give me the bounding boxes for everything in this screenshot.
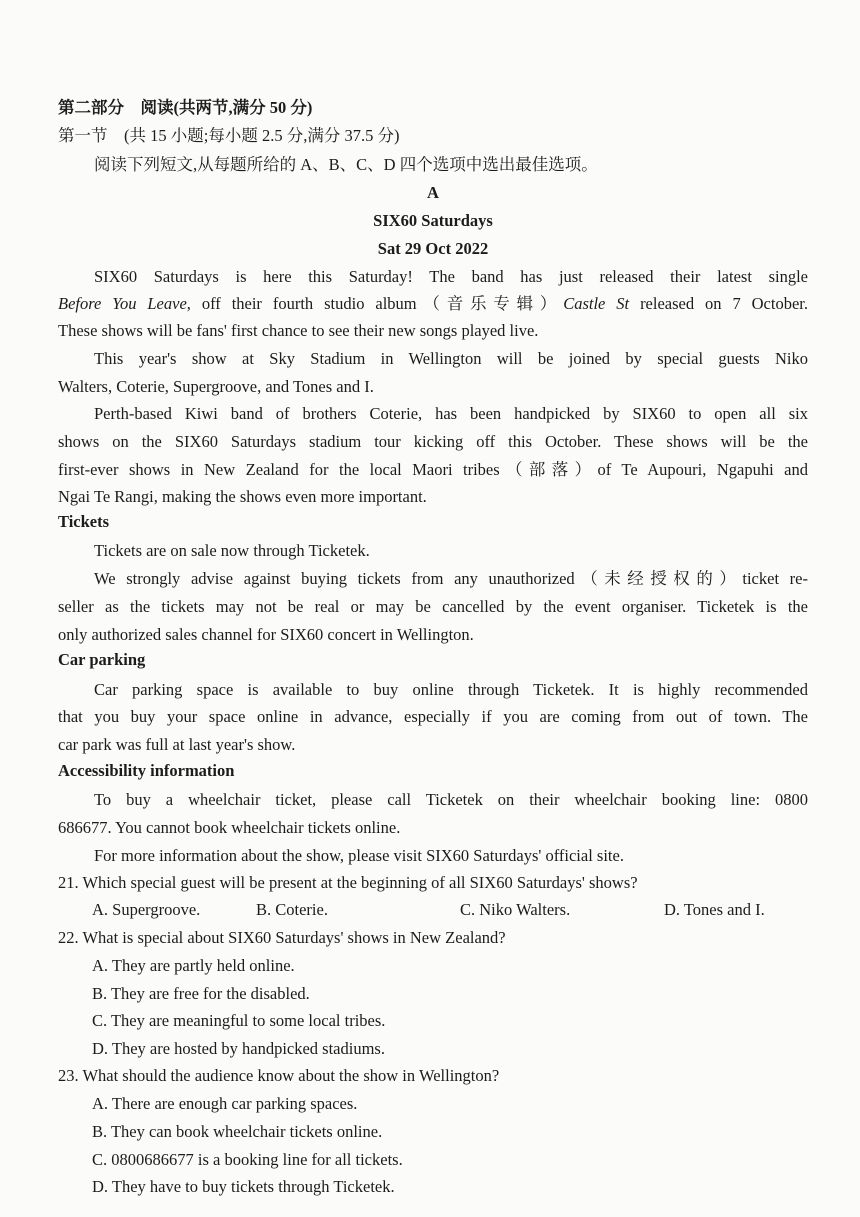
paragraph-line: Ngai Te Rangi, making the shows even more important.	[58, 487, 427, 506]
paragraph-line: Before You Leave, off their fourth studio album（音乐专辑）Castle St released on 7 October.	[58, 294, 808, 313]
part-heading: 第二部分 阅读(共两节,满分 50 分)	[58, 98, 313, 117]
paragraph-line: These shows will be fans' first chance to see their new songs played live.	[58, 321, 539, 340]
option-a[interactable]: A. They are partly held online.	[92, 956, 295, 975]
paragraph-line: To buy a wheelchair ticket, please call Ticketek on their wheelchair booking line: 0800	[94, 790, 808, 809]
question-stem: 23. What should the audience know about the show in Wellington?	[58, 1066, 500, 1085]
passage-date: Sat 29 Oct 2022	[377, 239, 489, 258]
paragraph-line: Perth-based Kiwi band of brothers Coterie, has been handpicked by SIX60 to open all six	[94, 404, 808, 423]
option-c[interactable]: C. Niko Walters.	[460, 900, 571, 919]
option-b[interactable]: B. Coterie.	[256, 900, 328, 919]
paragraph-line: only authorized sales channel for SIX60 concert in Wellington.	[58, 625, 474, 644]
option-d[interactable]: D. They are hosted by handpicked stadiums.	[92, 1039, 385, 1058]
paragraph-line: This year's show at Sky Stadium in Wellington will be joined by special guests Niko	[94, 349, 808, 368]
question-stem: 22. What is special about SIX60 Saturdays' shows in New Zealand?	[58, 928, 506, 947]
paragraph-line: For more information about the show, please visit SIX60 Saturdays' official site.	[94, 846, 624, 865]
paragraph-line: that you buy your space online in advance, especially if you are coming from out of town. The	[58, 707, 808, 726]
paragraph-line: 686677. You cannot book wheelchair tickets online.	[58, 818, 401, 837]
paragraph-line: SIX60 Saturdays is here this Saturday! The band has just released their latest single	[94, 267, 808, 286]
paragraph-line: first-ever shows in New Zealand for the local Maori tribes（部落）of Te Aupouri, Ngapuhi and	[58, 460, 808, 479]
option-c[interactable]: C. They are meaningful to some local tribes.	[92, 1011, 386, 1030]
paragraph-line: shows on the SIX60 Saturdays stadium tour kicking off this October. These shows will be the	[58, 432, 808, 451]
passage-title: SIX60 Saturdays	[373, 211, 493, 230]
option-b[interactable]: B. They are free for the disabled.	[92, 984, 310, 1003]
option-a[interactable]: A. There are enough car parking spaces.	[92, 1094, 358, 1113]
option-d[interactable]: D. They have to buy tickets through Ticketek.	[92, 1177, 395, 1196]
tickets-heading: Tickets	[58, 512, 110, 531]
passage-letter: A	[427, 183, 439, 202]
section-heading: 第一节 (共 15 小题;每小题 2.5 分,满分 37.5 分)	[58, 126, 400, 145]
option-b[interactable]: B. They can book wheelchair tickets online.	[92, 1122, 383, 1141]
option-d[interactable]: D. Tones and I.	[664, 900, 765, 919]
question-stem: 21. Which special guest will be present at the beginning of all SIX60 Saturdays' shows?	[58, 873, 638, 892]
parking-heading: Car parking	[58, 650, 146, 669]
option-c[interactable]: C. 0800686677 is a booking line for all tickets.	[92, 1150, 403, 1169]
instruction: 阅读下列短文,从每题所给的 A、B、C、D 四个选项中选出最佳选项。	[94, 155, 598, 174]
accessibility-heading: Accessibility information	[58, 761, 235, 780]
paragraph-line: Car parking space is available to buy online through Ticketek. It is highly recommended	[94, 680, 808, 699]
option-a[interactable]: A. Supergroove.	[92, 900, 201, 919]
single-title: Before You Leave	[58, 294, 187, 313]
paragraph-line: Tickets are on sale now through Ticketek.	[94, 541, 370, 560]
paragraph-line: seller as the tickets may not be real or may be cancelled by the event organiser. Ticketek is the	[58, 597, 808, 616]
paragraph-line: We strongly advise against buying tickets from any unauthorized（未经授权的）ticket re-	[94, 569, 808, 588]
paragraph-line: Walters, Coterie, Supergroove, and Tones and I.	[58, 377, 374, 396]
album-title: Castle St	[563, 294, 630, 313]
paragraph-line: car park was full at last year's show.	[58, 735, 296, 754]
